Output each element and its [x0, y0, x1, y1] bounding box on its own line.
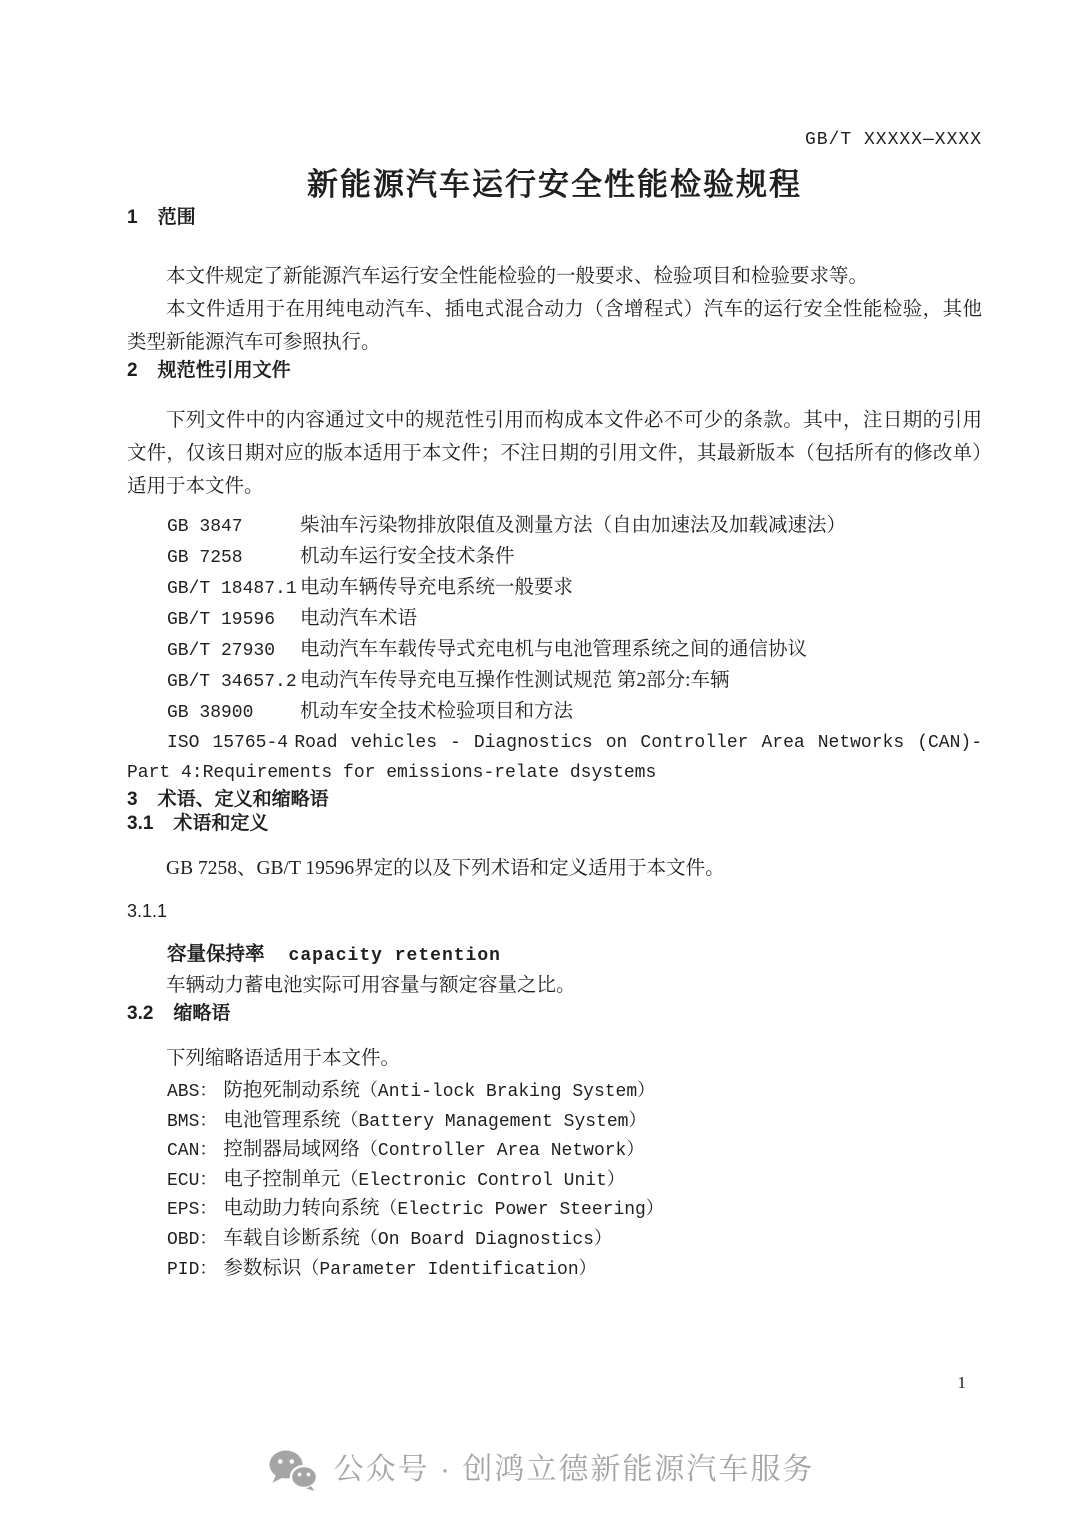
reference-title: 电动汽车术语 [300, 608, 418, 629]
abbreviation-list [127, 1077, 982, 1284]
section-2-label: 规范性引用文件 [157, 360, 291, 381]
watermark-footer [0, 1448, 1080, 1492]
terms-intro: GB 7258、GB/T 19596界定的以及下列术语和定义适用于本文件。 [166, 858, 725, 879]
section-3-1-number: 3.1 [127, 813, 154, 834]
abbreviation-english: （Anti-lock Braking System） [359, 1082, 656, 1102]
abbreviation-chinese: 电子控制单元 [223, 1168, 341, 1190]
reference-code: GB 3847 [167, 517, 243, 537]
watermark-text: 公众号 · 创鸿立德新能源汽车服务 [333, 1453, 815, 1486]
reference-item [127, 697, 982, 728]
abbreviation-code: ABS： [167, 1082, 218, 1102]
abbreviation-code: ECU： [167, 1170, 218, 1191]
abbreviation-item [127, 1225, 982, 1255]
abbreviation-item [127, 1195, 982, 1225]
reference-item-iso [127, 728, 982, 788]
clause-3-1-1-number: 3.1.1 [127, 901, 168, 921]
abbreviation-code: CAN： [167, 1141, 218, 1162]
abbreviation-chinese: 电池管理系统 [223, 1109, 341, 1131]
term-chinese: 容量保持率 [167, 943, 265, 965]
doc-standard-number: GB/T XXXXX—XXXX [804, 130, 982, 150]
abbreviation-chinese: 参数标识 [223, 1257, 302, 1279]
reference-item [127, 573, 982, 604]
abbreviation-english: （Parameter Identification） [301, 1259, 597, 1280]
section-1-heading [127, 206, 982, 230]
abbreviation-english: （Electric Power Steering） [379, 1200, 664, 1221]
reference-item [127, 604, 982, 635]
reference-item [127, 511, 982, 542]
reference-title: 机动车运行安全技术条件 [300, 546, 515, 567]
reference-code: GB/T 34657.2 [167, 672, 297, 692]
scope-paragraph-2: 本文件适用于在用纯电动汽车、插电式混合动力（含增程式）汽车的运行安全性能检验，其他类型新能源汽车可参照执行。 [127, 299, 982, 353]
reference-code: GB 7258 [167, 548, 243, 568]
term-definition: 车辆动力蓄电池实际可用容量与额定容量之比。 [166, 975, 576, 996]
abbreviation-item [127, 1255, 982, 1285]
abbreviation-chinese: 防抱死制动系统 [223, 1080, 360, 1101]
wechat-icon [266, 1448, 320, 1492]
section-3-2-number: 3.2 [127, 1003, 154, 1024]
document-content [0, 130, 1080, 1284]
reference-item [127, 542, 982, 573]
normative-references-intro: 下列文件中的内容通过文中的规范性引用而构成本文件必不可少的条款。其中，注日期的引用文件，仅该日期对应的版本适用于本文件；不注日期的引用文件，其最新版本（包括所有的修改单）适用于本文件。 [127, 410, 982, 497]
reference-code: GB/T 18487.1 [167, 579, 297, 599]
abbreviation-code: PID： [167, 1259, 218, 1280]
reference-title: 机动车安全技术检验项目和方法 [300, 701, 574, 722]
abbreviation-item [127, 1107, 982, 1137]
section-1-number: 1 [127, 207, 138, 228]
doc-title: 新能源汽车运行安全性能检验规程 [307, 167, 802, 202]
abbreviation-code: BMS： [167, 1111, 218, 1132]
section-3-2-heading [127, 1002, 982, 1026]
reference-title: 柴油车污染物排放限值及测量方法（自由加速法及加载减速法） [300, 515, 847, 536]
section-3-number: 3 [127, 789, 138, 810]
abbreviation-code: OBD： [167, 1229, 218, 1250]
section-3-1-label: 术语和定义 [173, 813, 269, 834]
reference-title: Road vehicles - Diagnostics on Controller Area Networks (CAN)- Part 4:Requirements for emissions-relate dsystems [127, 733, 982, 783]
reference-item [127, 635, 982, 666]
abbreviation-item [127, 1136, 982, 1166]
reference-title: 电动汽车传导充电互操作性测试规范 第2部分:车辆 [300, 670, 730, 691]
abbreviation-chinese: 车载自诊断系统 [223, 1227, 360, 1249]
abbreviation-english: （Controller Area Network） [359, 1141, 645, 1162]
reference-list [127, 511, 982, 788]
section-3-1-heading [127, 812, 982, 836]
abbreviation-item [127, 1166, 982, 1196]
abbreviation-chinese: 控制器局域网络 [223, 1139, 360, 1161]
term-english: capacity retention [288, 946, 501, 966]
term-entry [127, 941, 982, 969]
section-1-label: 范围 [157, 207, 196, 228]
section-3-heading [127, 788, 982, 812]
section-2-heading [127, 359, 982, 383]
reference-item [127, 666, 982, 697]
reference-title: 电动车辆传导充电系统一般要求 [300, 577, 574, 598]
page-number: 1 [957, 1373, 966, 1392]
section-3-2-label: 缩略语 [173, 1003, 231, 1024]
abbreviation-english: （Electronic Control Unit） [340, 1170, 625, 1191]
abbreviation-code: EPS： [167, 1200, 218, 1221]
scope-paragraph-1: 本文件规定了新能源汽车运行安全性能检验的一般要求、检验项目和检验要求等。 [166, 266, 869, 287]
reference-code: GB 38900 [167, 703, 254, 723]
reference-title: 电动汽车车载传导式充电机与电池管理系统之间的通信协议 [300, 639, 808, 660]
reference-code: GB/T 19596 [167, 610, 276, 630]
reference-code: ISO 15765-4 [167, 733, 289, 753]
reference-code: GB/T 27930 [167, 641, 276, 661]
section-2-number: 2 [127, 360, 138, 381]
abbreviations-intro: 下列缩略语适用于本文件。 [166, 1048, 401, 1069]
abbreviation-item [127, 1077, 982, 1107]
abbreviation-english: （On Board Diagnostics） [359, 1229, 612, 1250]
section-3-label: 术语、定义和缩略语 [157, 789, 329, 810]
abbreviation-english: （Battery Management System） [340, 1111, 647, 1132]
abbreviation-chinese: 电动助力转向系统 [223, 1198, 380, 1220]
